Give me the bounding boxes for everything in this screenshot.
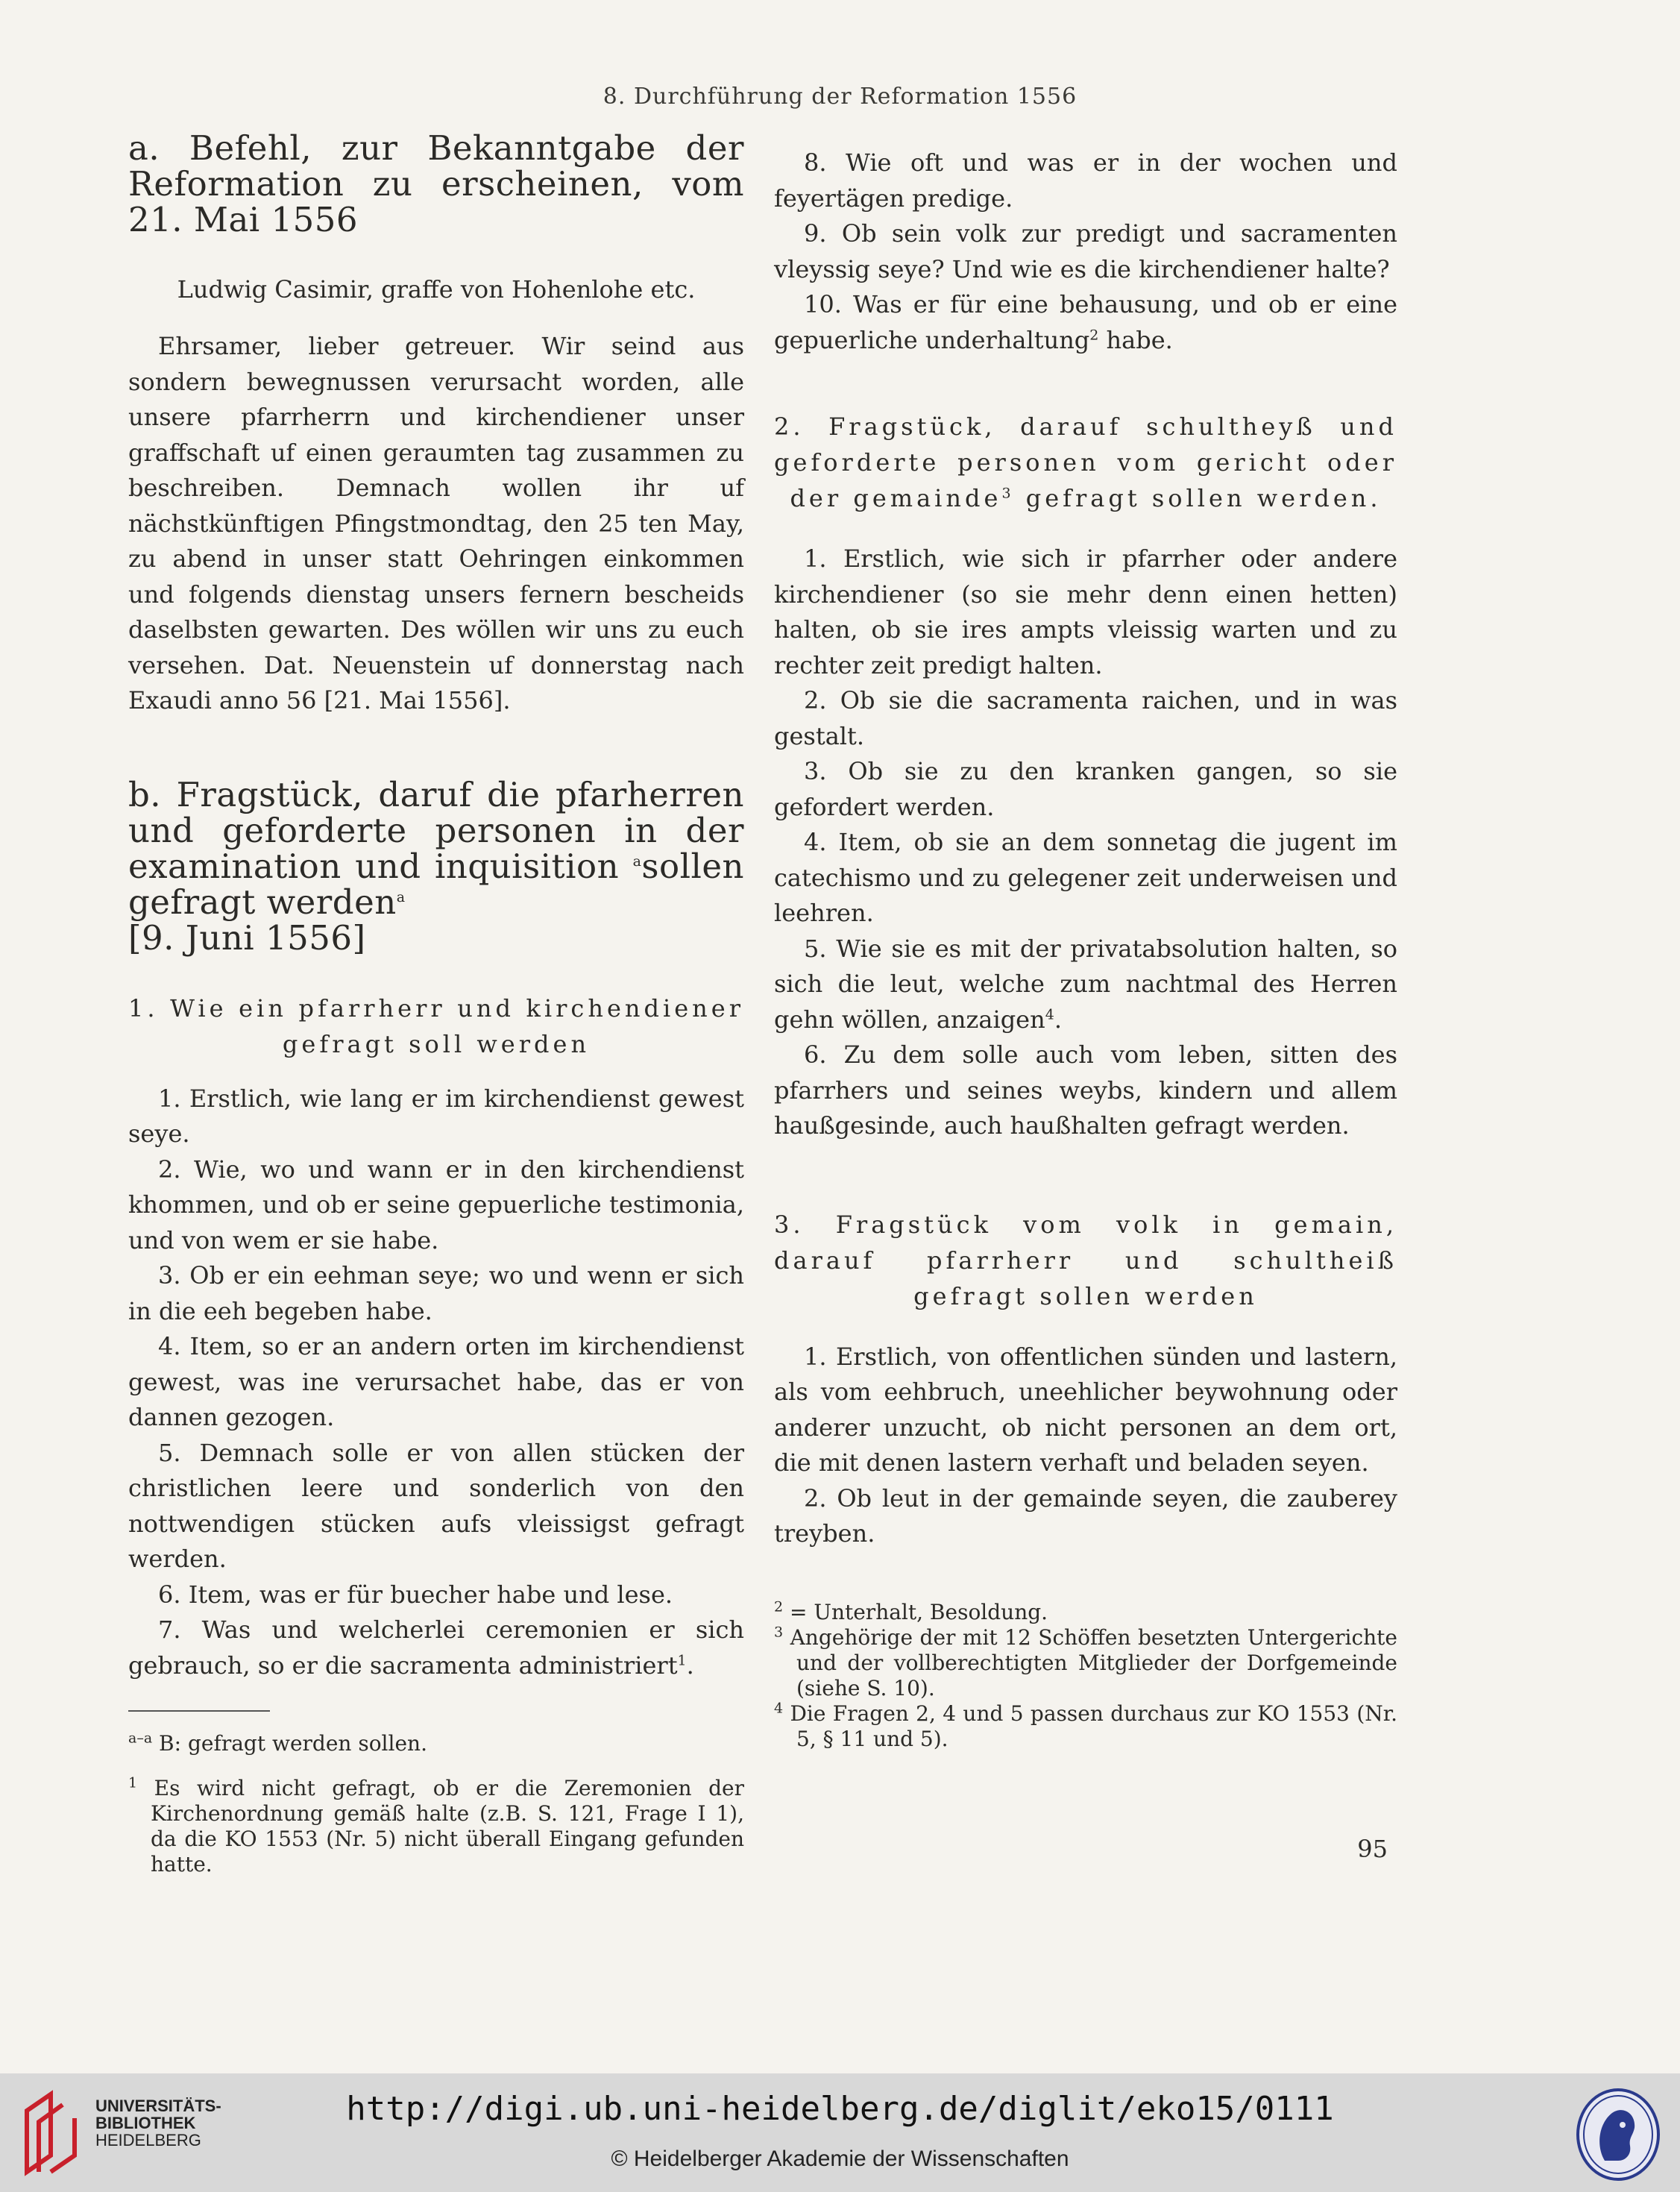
subsection-2-heading: 2. Fragstück, darauf schultheyß und geforderte personen vom gericht oder der gemainde$^3$ gefragt sollen werden. [774, 412, 1397, 512]
list-item: 6. Zu dem solle auch vom leben, sitten des pfarrhers und seines weybs, kindern und allem haußgesinde, auch haußhalten gefragt werden. [774, 1040, 1397, 1140]
footnote-3: $^3$ Angehörige der mit 12 Schöffen besetzten Untergerichte und der vollberechtigten Mitglieder der Dorfgemeinde (siehe S. 10). [774, 1624, 1397, 1700]
list-item: 10. Was er für eine behausung, und ob er eine gepuerliche underhaltung$^2$ habe. [774, 290, 1397, 354]
list-item: 3. Ob sie zu den kranken gangen, so sie gefordert werden. [774, 757, 1397, 821]
list-item: 2. Ob sie die sacramenta raichen, und in was gestalt. [774, 686, 1397, 750]
section-a-title: a. Befehl, zur Bekanntgabe der Reformation zu erscheinen, vom 21. Mai 1556 [128, 128, 744, 239]
list-item: 8. Wie oft und was er in der wochen und feyertägen predige. [774, 148, 1397, 213]
list-item: 1. Erstlich, wie sich ir pfarrher oder andere kirchendiener (so sie mehr denn einen hetten) halten, ob sie ires ampts vleissig warten und zu rechter zeit predigt halten. [774, 544, 1397, 679]
list-item: 1. Erstlich, wie lang er im kirchendienst gewest seye. [128, 1084, 744, 1148]
copyright-notice: © Heidelberger Akademie der Wissenschaften [611, 2147, 1069, 2171]
footnote-divider [128, 1710, 270, 1712]
running-head: 8. Durchführung der Reformation 1556 [603, 84, 1077, 110]
list-item: 4. Item, ob sie an dem sonnetag die jugent im catechismo und zu gelegener zeit underweisen und leehren. [774, 828, 1397, 927]
section-a-body: Ehrsamer, lieber getreuer. Wir seind aus sondern bewegnussen verursacht worden, alle unsere pfarrherrn und kirchendiener unser graffschaft uf einen geraumten tag zusammen zu beschreiben. Demnach wollen ihr uf nächstkünftigen Pfingstmondtag, den 25 ten May, zu abend in unser statt Oehringen einkommen und folgends dienstag unsers fernern bescheids daselbsten gewarten. Des wöllen wir uns zu euch versehen. Dat. Neuenstein uf donnerstag nach Exaudi anno 56 [21. Mai 1556]. [128, 332, 744, 715]
source-url-link[interactable]: http://digi.ub.uni-heidelberg.de/diglit/eko15/0111 [346, 2090, 1334, 2128]
footnote-a: $^{a-a}$ B: gefragt werden sollen. [128, 1730, 427, 1756]
list-item: 5. Wie sie es mit der privatabsolution halten, so sich die leut, welche zum nachtmal des Herren gehn wöllen, anzaigen$^4$. [774, 934, 1397, 1034]
list-item: 6. Item, was er für buecher habe und lese. [158, 1580, 673, 1609]
list-item: 3. Ob er ein eehman seye; wo und wenn er sich in die eeh begeben habe. [128, 1261, 744, 1325]
page-number: 95 [1357, 1835, 1388, 1863]
footnote-4: $^4$ Die Fragen 2, 4 und 5 passen durchaus zur KO 1553 (Nr. 5, § 11 und 5). [774, 1700, 1397, 1751]
list-item: 9. Ob sein volk zur predigt und sacramenten vleyssig seye? Und wie es die kirchendiener halte? [774, 219, 1397, 283]
list-item: 4. Item, so er an andern orten im kirchendienst gewest, was ine verursachet habe, das er von dannen gezogen. [128, 1332, 744, 1431]
footnote-ref: 2 [1089, 326, 1099, 343]
subsection-1-heading: 1. Wie ein pfarrherr und kirchendiener gefragt soll werden [128, 993, 744, 1058]
subsection-1-list-left [128, 1081, 744, 1684]
academy-seal-icon [1573, 2086, 1663, 2186]
footnote-ref: 4 [1045, 1005, 1054, 1023]
footnote-ref: 1 [677, 1651, 687, 1668]
footnote-1: $^1$ Es wird nicht gefragt, ob er die Zeremonien der Kirchenordnung gemäß halte (z.B. S. 121, Frage I 1), da die KO 1553 (Nr. 5) nicht überall Eingang gefunden hatte. [128, 1774, 744, 1877]
list-item: 7. Was und welcherlei ceremonien er sich gebrauch, so er die sacramenta administriert$^1$. [128, 1615, 744, 1680]
subsection-3-list [774, 1340, 1397, 1552]
subsection-3-heading: 3. Fragstück vom volk in gemain, darauf pfarrherr und schultheiß gefragt sollen werden [774, 1210, 1397, 1310]
list-item: 1. Erstlich, von offentlichen sünden und lastern, als vom eehbruch, uneehlicher beywohnung oder anderer unzucht, ob nicht personen an dem ort, die mit denen lastern verhaft und beladen seyen. [774, 1342, 1397, 1477]
list-item: 2. Ob leut in der gemainde seyen, die zauberey treyben. [774, 1483, 1397, 1548]
list-item: 5. Demnach solle er von allen stücken der christlichen leere und sonderlich von den nottwendigen stücken aufs vleissigst gefragt werden. [128, 1438, 744, 1573]
section-b-title: b. Fragstück, daruf die pfarherren und geforderte personen in der examination und inquisition $^a$sollen gefragt werden$^a$ [9. Juni 1556] [128, 774, 744, 958]
subsection-2-list [774, 541, 1397, 1144]
library-name: UNIVERSITÄTS- BIBLIOTHEK HEIDELBERG [95, 2097, 221, 2149]
left-column [128, 128, 744, 1877]
subsection-1-list-right [774, 145, 1397, 358]
list-item: 2. Wie, wo und wann er in den kirchendienst khommen, und ob er seine gepuerliche testimonia, und von wem er sie habe. [128, 1155, 744, 1254]
right-column [774, 145, 1397, 1752]
section-a-greeting: Ludwig Casimir, graffe von Hohenlohe etc. [177, 275, 696, 304]
footnote-2: $^2$ = Unterhalt, Besoldung. [774, 1598, 1048, 1624]
